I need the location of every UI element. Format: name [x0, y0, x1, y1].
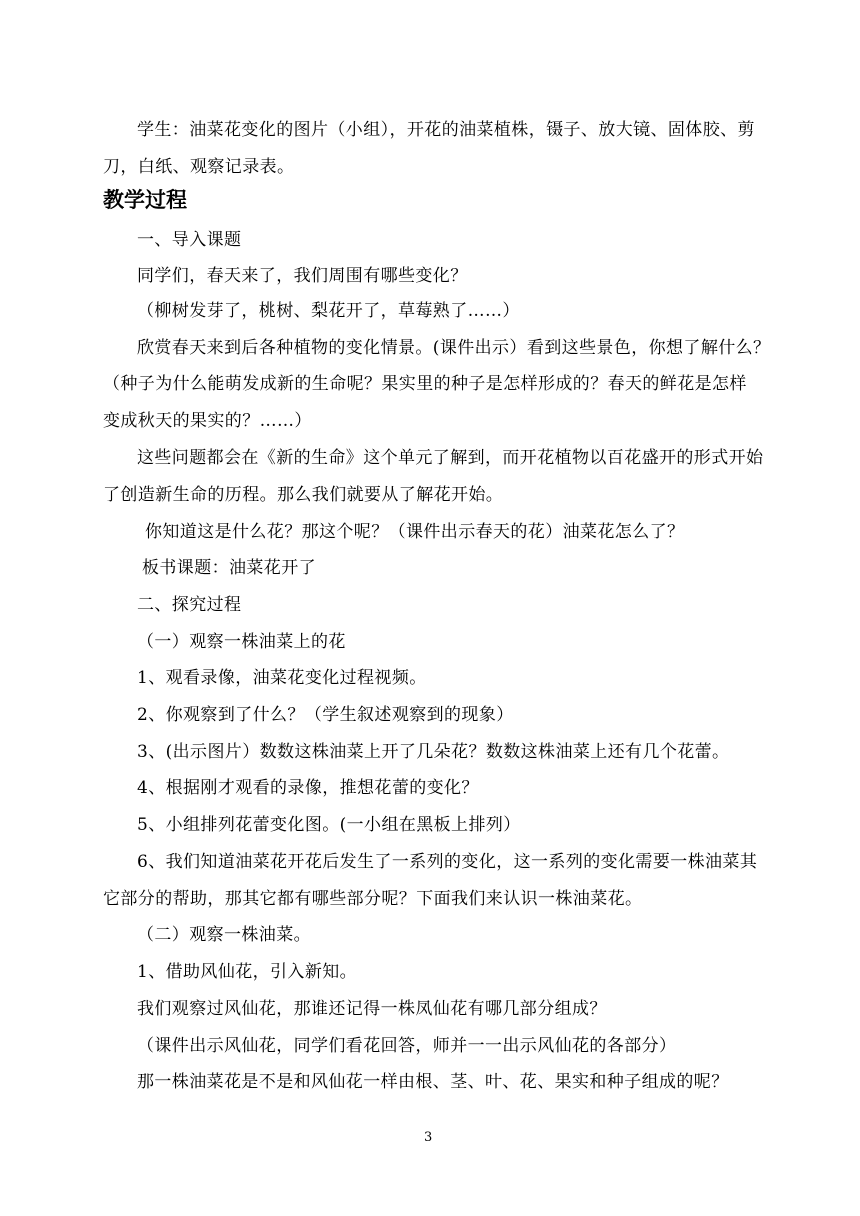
page-number: 3 — [424, 1130, 433, 1145]
paragraph-line: 一、导入课题 — [137, 230, 242, 250]
paragraph-line: （课件出示风仙花，同学们看花回答，师并一一出示风仙花的各部分） — [137, 1036, 677, 1056]
paragraph-line: （二）观察一株油菜。 — [137, 925, 311, 945]
paragraph-line: 那一株油菜花是不是和风仙花一样由根、茎、叶、花、果实和种子组成的呢？ — [137, 1072, 729, 1092]
paragraph-line: 板书课题：油菜花开了 — [142, 558, 316, 578]
paragraph-line: 1、借助风仙花，引入新知。 — [137, 962, 358, 982]
paragraph-line: 同学们，春天来了，我们周围有哪些变化？ — [137, 266, 468, 286]
paragraph-line: 这些问题都会在《新的生命》这个单元了解到，而开花植物以百花盛开的形式开始 — [137, 448, 764, 468]
paragraph-line: 刀，白纸、观察记录表。 — [103, 157, 295, 177]
paragraph-line: （种子为什么能萌发成新的生命呢？果实里的种子是怎样形成的？春天的鲜花是怎样 — [103, 374, 747, 394]
paragraph-line: 3、(出示图片）数数这株油菜上开了几朵花？数数这株油菜上还有几个花蕾。 — [137, 742, 730, 762]
paragraph-line: 6、我们知道油菜花开花后发生了一系列的变化，这一系列的变化需要一株油菜其 — [137, 852, 758, 872]
paragraph-line: 你知道这是什么花？那这个呢？（课件出示春天的花）油菜花怎么了？ — [145, 522, 685, 542]
paragraph-line: 它部分的帮助，那其它都有哪些部分呢？下面我们来认识一株油菜花。 — [103, 889, 643, 909]
paragraph-line: 我们观察过风仙花，那谁还记得一株凤仙花有哪几部分组成？ — [137, 999, 607, 1019]
paragraph-line: 欣赏春天来到后各种植物的变化情景。(课件出示）看到这些景色，你想了解什么？ — [137, 338, 771, 358]
paragraph-line: 4、根据刚才观看的录像，推想花蕾的变化？ — [137, 778, 479, 798]
section-heading: 教学过程 — [103, 188, 187, 212]
paragraph-line: 5、小组排列花蕾变化图。(一小组在黑板上排列） — [137, 815, 521, 835]
paragraph-line: （一）观察一株油菜上的花 — [137, 632, 346, 652]
paragraph-line: 2、你观察到了什么？（学生叙述观察到的现象） — [137, 705, 514, 725]
paragraph-line: 学生：油菜花变化的图片（小组），开花的油菜植株，镊子、放大镜、固体胶、剪 — [137, 120, 755, 140]
paragraph-line: 1、观看录像，油菜花变化过程视频。 — [137, 668, 427, 688]
paragraph-line: （柳树发芽了，桃树、梨花开了，草莓熟了……） — [137, 301, 520, 321]
paragraph-line: 了创造新生命的历程。那么我们就要从了解花开始。 — [103, 485, 504, 505]
paragraph-line: 变成秋天的果实的？……） — [103, 411, 312, 431]
paragraph-line: 二、探究过程 — [137, 595, 242, 615]
